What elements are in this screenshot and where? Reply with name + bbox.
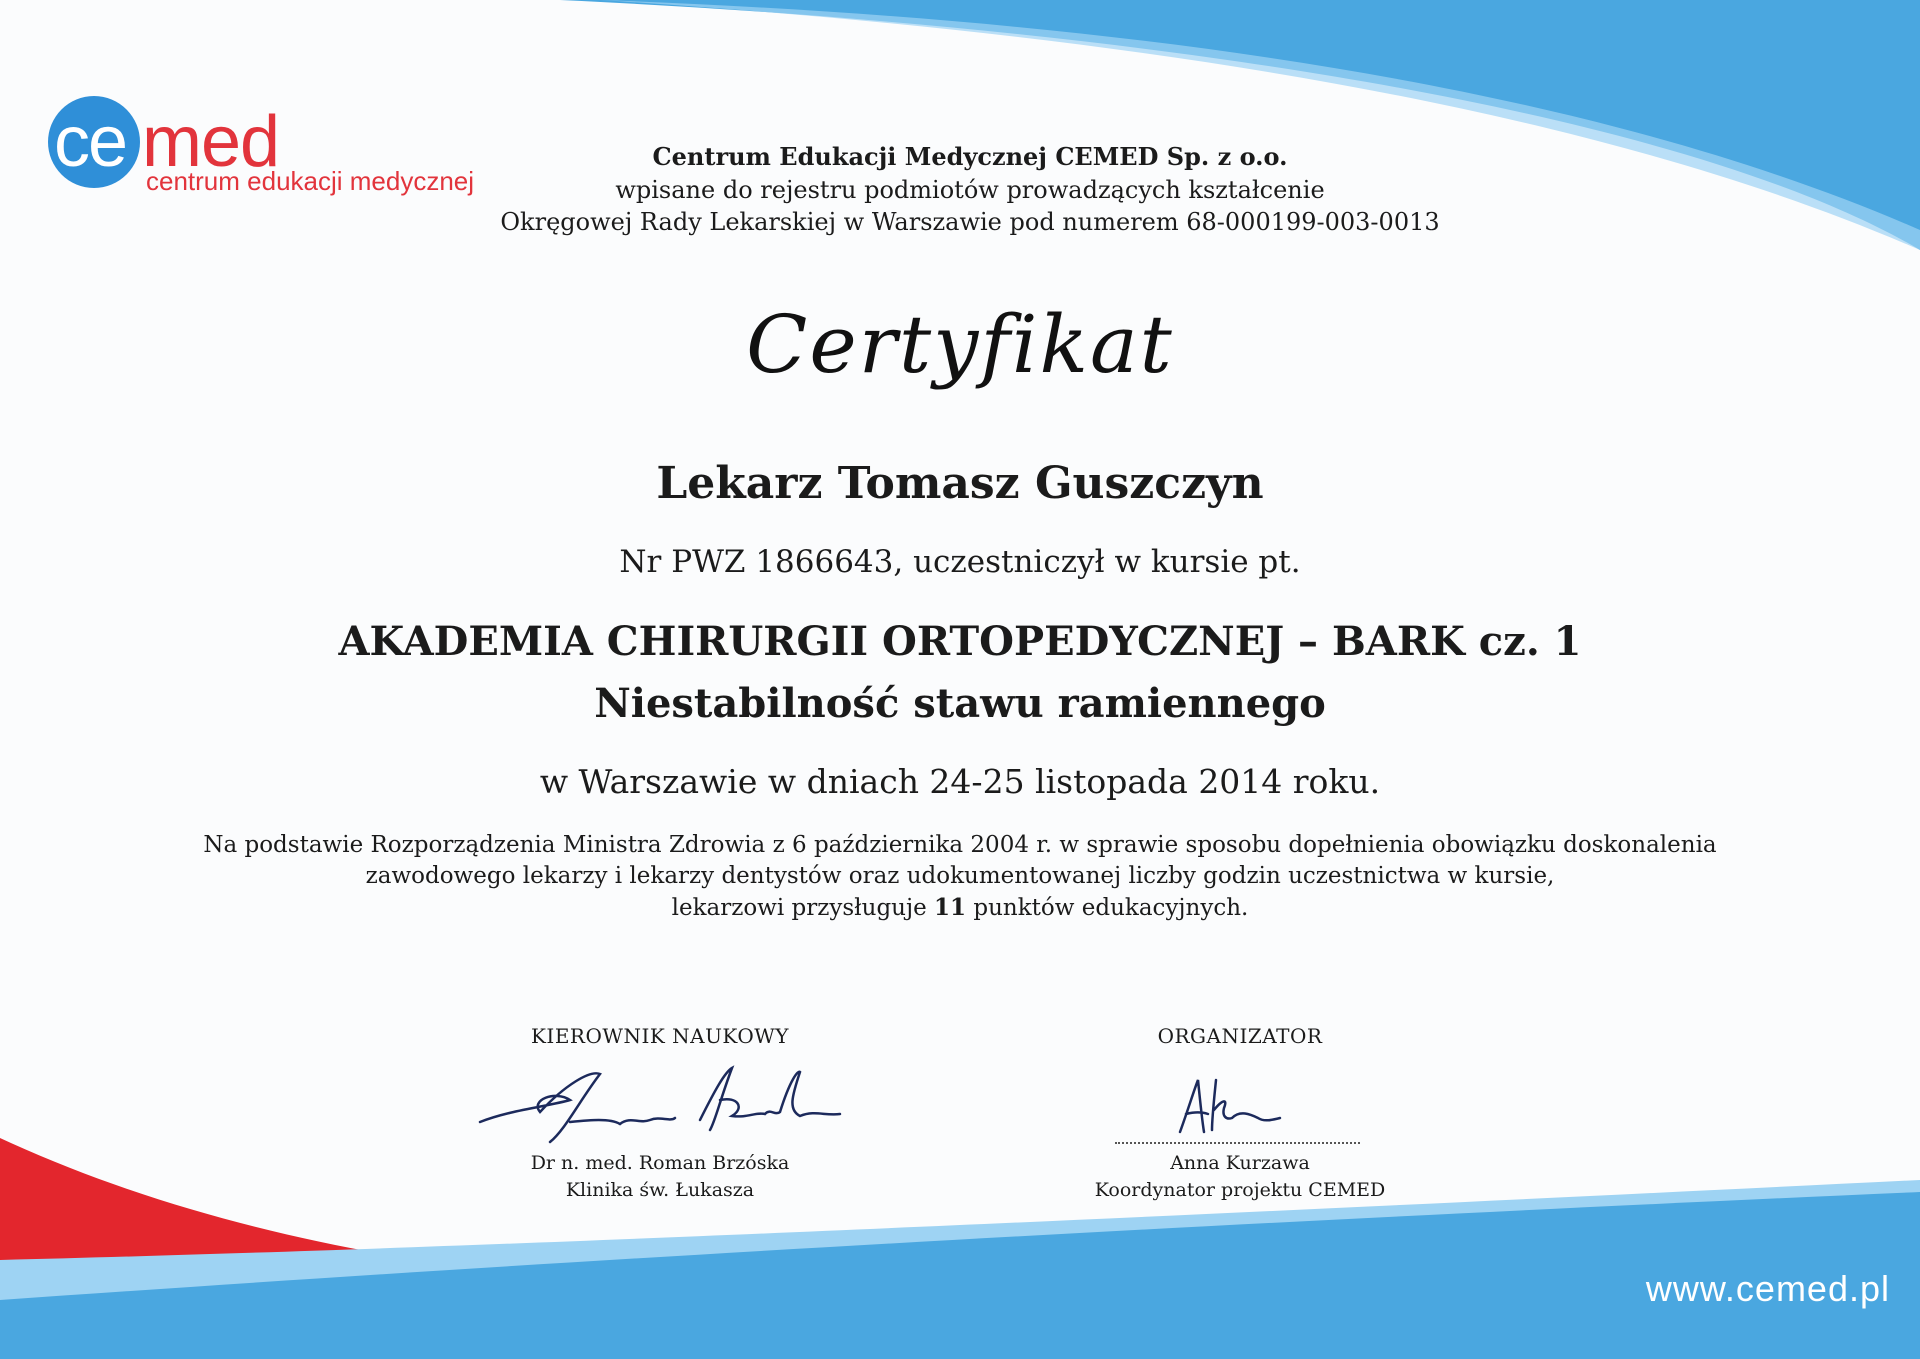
issuer-name: Centrum Edukacji Medycznej CEMED Sp. z o.o. xyxy=(652,142,1288,171)
issuer-registration-line-2: Okręgowej Rady Lekarskiej w Warszawie pod numerem 68-000199-003-0013 xyxy=(500,208,1440,236)
course-place-dates: w Warszawie w dniach 24-25 listopada 2014 roku. xyxy=(539,762,1381,801)
website-url: www.cemed.pl xyxy=(1645,1268,1890,1309)
logo-med-text: med xyxy=(142,102,280,182)
legal-line-3 xyxy=(140,892,1780,924)
pwz-line: Nr PWZ 1866643, uczestniczył w kursie pt. xyxy=(619,544,1301,580)
course-subtitle: Niestabilność stawu ramiennego xyxy=(594,680,1326,727)
organizer-heading: ORGANIZATOR xyxy=(1157,1024,1323,1048)
organizer-signature-line xyxy=(1115,1142,1360,1144)
organizer-name: Anna Kurzawa xyxy=(1170,1152,1310,1174)
course-title: AKADEMIA CHIRURGII ORTOPEDYCZNEJ – BARK cz. 1 xyxy=(338,618,1582,665)
issuer-registration-line-1: wpisane do rejestru podmiotów prowadzących kształcenie xyxy=(615,176,1325,204)
scientific-director-signature xyxy=(470,1060,890,1150)
recipient-name: Lekarz Tomasz Guszczyn xyxy=(656,458,1264,509)
legal-line-2: zawodowego lekarzy i lekarzy dentystów oraz udokumentowanej liczby godzin uczestnictwa w kursie, xyxy=(365,863,1555,889)
scientific-director-block xyxy=(480,1150,840,1204)
scientific-director-affiliation: Klinika św. Łukasza xyxy=(565,1179,755,1201)
organizer-role: Koordynator projektu CEMED xyxy=(1094,1179,1386,1201)
legal-line-3-post: punktów edukacyjnych. xyxy=(966,895,1249,921)
organizer-block xyxy=(1060,1150,1420,1204)
legal-notice xyxy=(140,830,1780,924)
organizer-signature xyxy=(1160,1070,1300,1140)
legal-line-3-pre: lekarzowi przysługuje xyxy=(671,895,935,921)
legal-line-1: Na podstawie Rozporządzenia Ministra Zdrowia z 6 października 2004 r. w sprawie sposobu dopełnienia obowiązku doskonalenia xyxy=(203,832,1717,858)
logo-ce-text: ce xyxy=(54,102,127,182)
scientific-director-heading: KIEROWNIK NAUKOWY xyxy=(530,1024,789,1048)
certificate-title: Certyfikat xyxy=(746,298,1174,391)
education-points: 11 xyxy=(934,894,967,921)
scientific-director-name: Dr n. med. Roman Brzóska xyxy=(530,1152,790,1174)
logo-tagline: centrum edukacji medycznej xyxy=(146,166,475,196)
